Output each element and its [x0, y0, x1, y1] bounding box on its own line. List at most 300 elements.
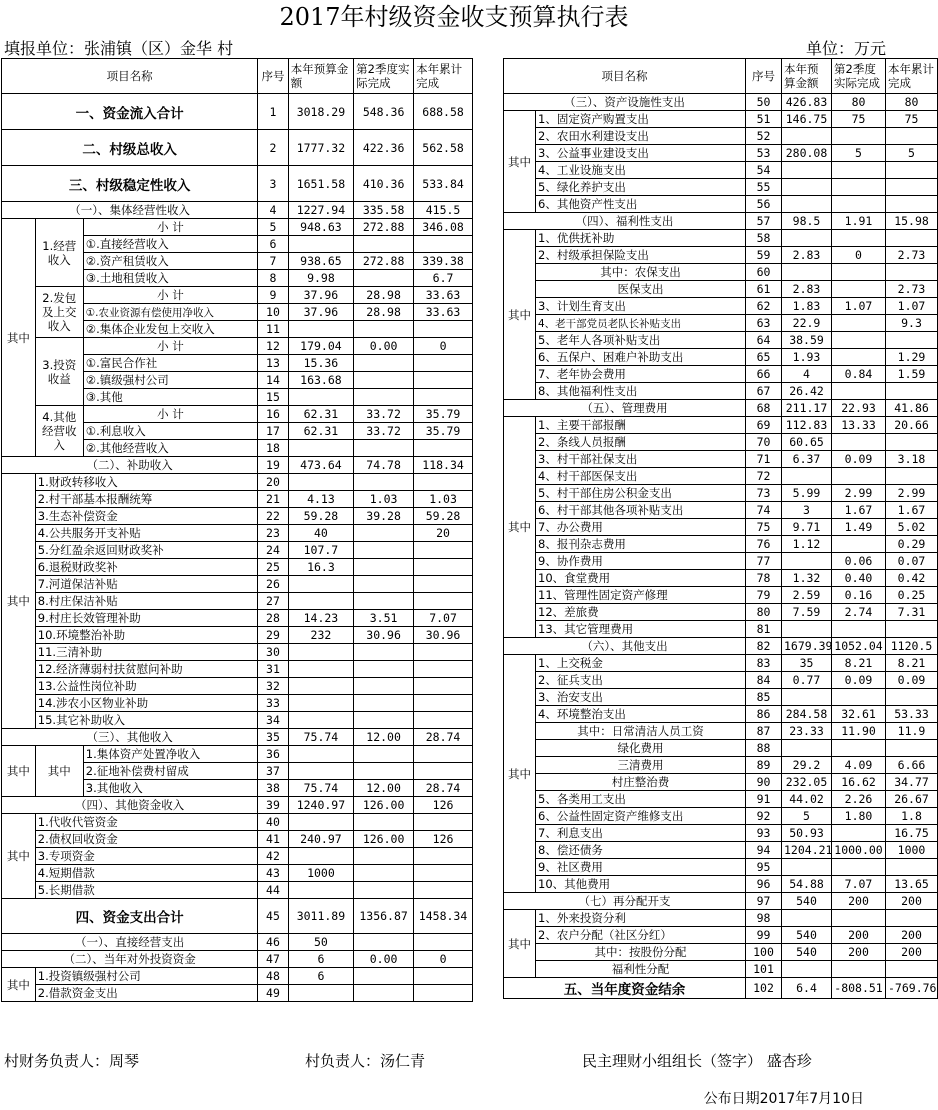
finance-officer: 村财务负责人：周琴: [4, 1052, 140, 1070]
header-ytd: 本年累计完成: [414, 59, 473, 94]
item-label: 4、村干部医保支出: [536, 468, 746, 485]
seq-cell: 13: [258, 355, 289, 372]
budget-cell: 14.23: [288, 610, 353, 627]
seq-cell: 20: [258, 474, 289, 491]
budget-cell: 4: [782, 366, 832, 383]
table-row: [504, 179, 938, 196]
subgroup-label: 3.投资收益: [35, 338, 83, 406]
q2-cell: 200: [832, 944, 886, 961]
item-label: 2、农田水利建设支出: [536, 128, 746, 145]
budget-cell: 1.83: [782, 298, 832, 315]
seq-cell: 27: [258, 593, 289, 610]
ytd-cell: [414, 355, 473, 372]
budget-cell: 75.74: [288, 780, 353, 797]
section-label: （三）、其他收入: [2, 729, 258, 746]
ytd-cell: [886, 179, 938, 196]
q2-cell: [832, 689, 886, 706]
seq-cell: 62: [746, 298, 782, 315]
item-label: 4.公共服务开支补贴: [35, 525, 257, 542]
budget-cell: 540: [782, 893, 832, 910]
table-row: [2, 627, 473, 644]
q2-cell: 75: [832, 111, 886, 128]
seq-cell: 96: [746, 876, 782, 893]
item-label: 4.短期借款: [35, 865, 257, 882]
ytd-cell: [414, 661, 473, 678]
seq-cell: 16: [258, 406, 289, 423]
ytd-cell: [414, 389, 473, 406]
budget-cell: 7.59: [782, 604, 832, 621]
table-row: [2, 474, 473, 491]
q2-cell: [832, 740, 886, 757]
item-label: 5、村干部住房公积金支出: [536, 485, 746, 502]
q2-cell: [832, 230, 886, 247]
seq-cell: 48: [258, 968, 289, 985]
q2-cell: [832, 536, 886, 553]
table-row: [2, 491, 473, 508]
budget-cell: 23.33: [782, 723, 832, 740]
item-label: ①.直接经营收入: [83, 236, 257, 253]
budget-cell: [782, 264, 832, 281]
ytd-cell: 15.98: [886, 213, 938, 230]
table-row: [504, 264, 938, 281]
group-label: 其中: [2, 219, 36, 457]
table-row: [504, 247, 938, 264]
table-row: [2, 508, 473, 525]
q2-cell: 335.58: [354, 202, 414, 219]
q2-cell: [354, 985, 414, 1002]
subtotal-label: 小 计: [83, 406, 257, 423]
q2-cell: 3.51: [354, 610, 414, 627]
ytd-cell: [414, 593, 473, 610]
seq-cell: 79: [746, 587, 782, 604]
budget-cell: 112.83: [782, 417, 832, 434]
seq-cell: 94: [746, 842, 782, 859]
ytd-cell: [414, 559, 473, 576]
budget-cell: [782, 230, 832, 247]
seq-cell: 72: [746, 468, 782, 485]
seq-cell: 88: [746, 740, 782, 757]
header-ytd: 本年累计完成: [886, 59, 938, 94]
table-row: [2, 130, 473, 166]
seq-cell: 26: [258, 576, 289, 593]
q2-cell: [354, 814, 414, 831]
budget-cell: 9.71: [782, 519, 832, 536]
item-label: 3、治安支出: [536, 689, 746, 706]
q2-cell: [354, 763, 414, 780]
budget-cell: 232.05: [782, 774, 832, 791]
budget-cell: [782, 128, 832, 145]
seq-cell: 47: [258, 951, 289, 968]
header-item: 项目名称: [2, 59, 258, 94]
item-label: 7、老年协会费用: [536, 366, 746, 383]
table-row: [504, 383, 938, 400]
q2-cell: [354, 321, 414, 338]
table-row: [504, 944, 938, 961]
budget-cell: [782, 689, 832, 706]
table-row: [2, 712, 473, 729]
table-row: [2, 593, 473, 610]
table-row: [504, 842, 938, 859]
item-label: ②.资产租赁收入: [83, 253, 257, 270]
ytd-cell: 33.63: [414, 304, 473, 321]
table-row: [2, 406, 473, 423]
q2-cell: 0.00: [354, 951, 414, 968]
table-row: [504, 332, 938, 349]
budget-cell: [288, 985, 353, 1002]
seq-cell: 56: [746, 196, 782, 213]
budget-cell: [288, 474, 353, 491]
budget-cell: 3018.29: [288, 94, 353, 130]
q2-cell: 200: [832, 893, 886, 910]
item-label: 9、社区费用: [536, 859, 746, 876]
item-label: 12、差旅费: [536, 604, 746, 621]
ytd-cell: 28.74: [414, 780, 473, 797]
budget-cell: 6.4: [782, 978, 832, 999]
header-q2: 第2季度实际完成: [832, 59, 886, 94]
seq-cell: 36: [258, 746, 289, 763]
ytd-cell: 6.7: [414, 270, 473, 287]
budget-cell: 1227.94: [288, 202, 353, 219]
header-budget: 本年预算金额: [288, 59, 353, 94]
q2-cell: [354, 695, 414, 712]
q2-cell: -808.51: [832, 978, 886, 999]
ytd-cell: 28.74: [414, 729, 473, 746]
table-row: [2, 968, 473, 985]
item-label: 2、征兵支出: [536, 672, 746, 689]
ytd-cell: [414, 934, 473, 951]
item-label: ①.农业资源有偿使用净收入: [83, 304, 257, 321]
seq-cell: 98: [746, 910, 782, 927]
group-label: 其中: [2, 474, 36, 729]
table-row: [2, 559, 473, 576]
item-label: 10、其他费用: [536, 876, 746, 893]
ytd-cell: 533.84: [414, 166, 473, 202]
ytd-cell: 118.34: [414, 457, 473, 474]
seq-cell: 53: [746, 145, 782, 162]
ytd-cell: [414, 712, 473, 729]
ytd-cell: 1120.5: [886, 638, 938, 655]
item-label: 5、各类用工支出: [536, 791, 746, 808]
ytd-cell: [414, 321, 473, 338]
table-row: [2, 678, 473, 695]
ytd-cell: [886, 961, 938, 978]
table-row: [504, 196, 938, 213]
seq-cell: 100: [746, 944, 782, 961]
budget-cell: 60.65: [782, 434, 832, 451]
budget-cell: 1679.39: [782, 638, 832, 655]
budget-cell: [782, 468, 832, 485]
table-row: [504, 281, 938, 298]
table-header-row: [504, 59, 938, 94]
table-row: [504, 485, 938, 502]
q2-cell: 0.06: [832, 553, 886, 570]
item-label: 福利性分配: [536, 961, 746, 978]
ytd-cell: 126: [414, 797, 473, 814]
ytd-cell: 30.96: [414, 627, 473, 644]
q2-cell: 11.90: [832, 723, 886, 740]
q2-cell: 39.28: [354, 508, 414, 525]
ytd-cell: [886, 434, 938, 451]
group-label: 其中: [504, 230, 536, 400]
ytd-cell: 16.75: [886, 825, 938, 842]
q2-cell: [832, 264, 886, 281]
expense-table: [503, 58, 938, 999]
q2-cell: [832, 383, 886, 400]
table-row: [2, 985, 473, 1002]
seq-cell: 25: [258, 559, 289, 576]
table-row: [2, 610, 473, 627]
ytd-cell: 5.02: [886, 519, 938, 536]
ytd-cell: 35.79: [414, 423, 473, 440]
section-label: （二）、补助收入: [2, 457, 258, 474]
seq-cell: 24: [258, 542, 289, 559]
ytd-cell: [414, 576, 473, 593]
table-row: [504, 162, 938, 179]
table-row: [504, 706, 938, 723]
section-total-label: 二、村级总收入: [2, 130, 258, 166]
group-label: 其中: [504, 111, 536, 213]
item-label: 11.三清补助: [35, 644, 257, 661]
ytd-cell: 0.25: [886, 587, 938, 604]
group-label: 其中: [504, 655, 536, 893]
budget-cell: 29.2: [782, 757, 832, 774]
group-label: 其中: [504, 417, 536, 638]
seq-cell: 64: [746, 332, 782, 349]
table-row: [504, 349, 938, 366]
ytd-cell: 1.29: [886, 349, 938, 366]
budget-cell: 1240.97: [288, 797, 353, 814]
budget-cell: 3: [782, 502, 832, 519]
item-label: 2.村干部基本报酬统筹: [35, 491, 257, 508]
table-row: [2, 831, 473, 848]
table-row: [2, 287, 473, 304]
budget-cell: 22.9: [782, 315, 832, 332]
seq-cell: 4: [258, 202, 289, 219]
table-row: [2, 882, 473, 899]
item-label: 1、外来投资分利: [536, 910, 746, 927]
item-label: 其中：按股份分配: [536, 944, 746, 961]
seq-cell: 44: [258, 882, 289, 899]
table-row: [504, 570, 938, 587]
seq-cell: 55: [746, 179, 782, 196]
table-row: [2, 848, 473, 865]
finance-group-leader: 民主理财小组组长（签字） 盛杏珍: [582, 1052, 812, 1070]
table-row: [2, 899, 473, 934]
ytd-cell: 0: [414, 338, 473, 355]
seq-cell: 32: [258, 678, 289, 695]
budget-cell: 5: [782, 808, 832, 825]
seq-cell: 57: [746, 213, 782, 230]
section-label: （三）、资产设施性支出: [504, 94, 746, 111]
seq-cell: 37: [258, 763, 289, 780]
table-row: [504, 230, 938, 247]
item-label: 8、报刊杂志费用: [536, 536, 746, 553]
q2-cell: 0.09: [832, 672, 886, 689]
seq-cell: 14: [258, 372, 289, 389]
ytd-cell: 1.67: [886, 502, 938, 519]
budget-cell: 2.59: [782, 587, 832, 604]
table-row: [504, 757, 938, 774]
seq-cell: 45: [258, 899, 289, 934]
budget-cell: [782, 621, 832, 638]
subgroup-label: 4.其他经营收入: [35, 406, 83, 457]
item-label: 14.涉农小区物业补助: [35, 695, 257, 712]
budget-cell: 50.93: [782, 825, 832, 842]
seq-cell: 76: [746, 536, 782, 553]
seq-cell: 46: [258, 934, 289, 951]
q2-cell: 1.67: [832, 502, 886, 519]
q2-cell: [354, 593, 414, 610]
ytd-cell: 0.07: [886, 553, 938, 570]
budget-cell: 163.68: [288, 372, 353, 389]
ytd-cell: [886, 689, 938, 706]
seq-cell: 99: [746, 927, 782, 944]
ytd-cell: 2.99: [886, 485, 938, 502]
item-label: 1.集体资产处置净收入: [83, 746, 257, 763]
q2-cell: 1.07: [832, 298, 886, 315]
seq-cell: 49: [258, 985, 289, 1002]
ytd-cell: 1.07: [886, 298, 938, 315]
budget-cell: [782, 961, 832, 978]
seq-cell: 39: [258, 797, 289, 814]
group-label: 其中: [504, 910, 536, 978]
q2-cell: [832, 434, 886, 451]
seq-cell: 41: [258, 831, 289, 848]
item-label: 10.环境整治补助: [35, 627, 257, 644]
seq-cell: 58: [746, 230, 782, 247]
seq-cell: 21: [258, 491, 289, 508]
budget-cell: 540: [782, 927, 832, 944]
budget-cell: 6: [288, 968, 353, 985]
item-label: 11、管理性固定资产修理: [536, 587, 746, 604]
ytd-cell: [886, 196, 938, 213]
q2-cell: 1356.87: [354, 899, 414, 934]
item-label: 6、五保户、困难户补助支出: [536, 349, 746, 366]
ytd-cell: 59.28: [414, 508, 473, 525]
table-row: [504, 723, 938, 740]
table-row: [504, 536, 938, 553]
seq-cell: 67: [746, 383, 782, 400]
q2-cell: [354, 712, 414, 729]
ytd-cell: [414, 763, 473, 780]
item-label: 6、村干部其他各项补贴支出: [536, 502, 746, 519]
ytd-cell: 20.66: [886, 417, 938, 434]
q2-cell: 1052.04: [832, 638, 886, 655]
budget-cell: 211.17: [782, 400, 832, 417]
ytd-cell: 1.03: [414, 491, 473, 508]
q2-cell: 272.88: [354, 219, 414, 236]
ytd-cell: [414, 985, 473, 1002]
budget-cell: 2.83: [782, 281, 832, 298]
table-row: [504, 876, 938, 893]
q2-cell: 2.26: [832, 791, 886, 808]
seq-cell: 23: [258, 525, 289, 542]
table-row: [2, 695, 473, 712]
seq-cell: 83: [746, 655, 782, 672]
q2-cell: [354, 525, 414, 542]
ytd-cell: [414, 644, 473, 661]
item-label: 1、主要干部报酬: [536, 417, 746, 434]
budget-cell: 59.28: [288, 508, 353, 525]
budget-cell: 54.88: [782, 876, 832, 893]
q2-cell: 8.21: [832, 655, 886, 672]
ytd-cell: 41.86: [886, 400, 938, 417]
ytd-cell: 415.5: [414, 202, 473, 219]
page-title: 2017年村级资金收支预算执行表: [279, 3, 629, 31]
q2-cell: 12.00: [354, 780, 414, 797]
budget-cell: 240.97: [288, 831, 353, 848]
budget-cell: [288, 814, 353, 831]
ytd-cell: 80: [886, 94, 938, 111]
seq-cell: 75: [746, 519, 782, 536]
budget-cell: [288, 763, 353, 780]
budget-cell: 98.5: [782, 213, 832, 230]
seq-cell: 60: [746, 264, 782, 281]
budget-cell: 37.96: [288, 304, 353, 321]
budget-cell: 9.98: [288, 270, 353, 287]
budget-cell: 6: [288, 951, 353, 968]
table-row: [2, 219, 473, 236]
ytd-cell: [886, 332, 938, 349]
table-row: [2, 797, 473, 814]
item-label: 3、计划生育支出: [536, 298, 746, 315]
table-row: [2, 746, 473, 763]
item-label: 5、绿化养护支出: [536, 179, 746, 196]
item-label: 9、协作费用: [536, 553, 746, 570]
q2-cell: 0.84: [832, 366, 886, 383]
table-row: [504, 434, 938, 451]
q2-cell: 0.40: [832, 570, 886, 587]
q2-cell: [832, 128, 886, 145]
budget-cell: 50: [288, 934, 353, 951]
q2-cell: 7.07: [832, 876, 886, 893]
budget-cell: 2.83: [782, 247, 832, 264]
table-row: [2, 951, 473, 968]
table-row: [504, 791, 938, 808]
table-row: [504, 638, 938, 655]
item-label: 其中：农保支出: [536, 264, 746, 281]
item-label: 10、食堂费用: [536, 570, 746, 587]
village-head: 村负责人：汤仁青: [305, 1052, 426, 1070]
ytd-cell: 562.58: [414, 130, 473, 166]
seq-cell: 11: [258, 321, 289, 338]
ytd-cell: 0.42: [886, 570, 938, 587]
q2-cell: [354, 968, 414, 985]
ytd-cell: 1458.34: [414, 899, 473, 934]
q2-cell: 2.99: [832, 485, 886, 502]
budget-cell: [782, 910, 832, 927]
q2-cell: [354, 882, 414, 899]
section-label: （五）、管理费用: [504, 400, 746, 417]
seq-cell: 70: [746, 434, 782, 451]
seq-cell: 18: [258, 440, 289, 457]
budget-cell: [288, 576, 353, 593]
budget-cell: 44.02: [782, 791, 832, 808]
section-total-label: 一、资金流入合计: [2, 94, 258, 130]
balance-label: 五、当年度资金结余: [504, 978, 746, 999]
table-row: [504, 927, 938, 944]
subtotal-label: 小 计: [83, 338, 257, 355]
item-label: 2、农户分配（社区分红）: [536, 927, 746, 944]
seq-cell: 74: [746, 502, 782, 519]
section-label: （六）、其他支出: [504, 638, 746, 655]
group-label: 其中: [2, 746, 36, 797]
item-label: 三清费用: [536, 757, 746, 774]
section-total-label: 四、资金支出合计: [2, 899, 258, 934]
table-row: [504, 808, 938, 825]
table-row: [504, 417, 938, 434]
seq-cell: 19: [258, 457, 289, 474]
